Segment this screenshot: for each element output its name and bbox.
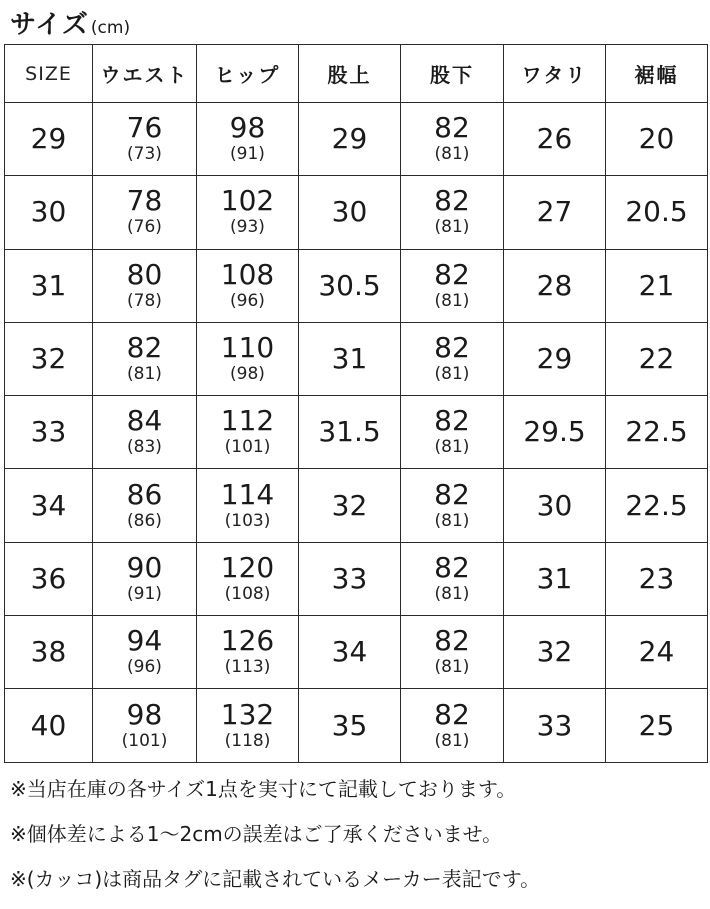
hip-tag-value: (113) [224, 657, 271, 678]
waist-tag-value: (86) [127, 510, 162, 531]
cell-hip [197, 396, 299, 469]
inseam-tag-value: (81) [434, 364, 470, 385]
cell-hip [197, 249, 299, 322]
hip-value: 132 [220, 697, 275, 731]
waist-value: 94 [126, 624, 163, 658]
waist-value: 84 [126, 404, 163, 438]
cell-hem: 23 [606, 542, 708, 615]
cell-thigh: 33 [504, 689, 606, 762]
inseam-value: 82 [434, 184, 470, 218]
waist-value: 86 [126, 477, 163, 511]
hip-tag-value: (103) [224, 510, 271, 531]
header-waist: ウエスト [93, 45, 197, 103]
hip-value: 98 [229, 111, 266, 145]
notes-section [10, 770, 710, 905]
page-title [10, 4, 130, 40]
waist-value: 98 [126, 697, 163, 731]
cell-waist [93, 176, 197, 249]
cell-hem: 20.5 [606, 176, 708, 249]
inseam-value: 82 [434, 404, 470, 438]
cell-hip [197, 103, 299, 176]
inseam-tag-value: (81) [434, 583, 470, 604]
inseam-tag-value: (81) [434, 290, 470, 311]
hip-tag-value: (96) [230, 290, 265, 311]
inseam-tag-value: (81) [434, 657, 470, 678]
waist-value: 78 [126, 184, 163, 218]
inseam-tag-value: (81) [434, 730, 470, 751]
cell-waist [93, 469, 197, 542]
title-text: サイズ [10, 10, 89, 40]
header-rise: 股上 [299, 45, 401, 103]
waist-tag-value: (81) [127, 364, 162, 385]
note-tag-size: ※(カッコ)は商品タグに記載されているメーカー表記です。 [10, 867, 541, 891]
inseam-value: 82 [434, 550, 470, 584]
cell-inseam [401, 249, 504, 322]
inseam-tag-value: (81) [434, 217, 470, 238]
cell-size: 38 [5, 616, 93, 689]
cell-rise: 32 [299, 469, 401, 542]
cell-waist [93, 322, 197, 395]
table-row [5, 249, 708, 322]
cell-hem: 25 [606, 689, 708, 762]
waist-tag-value: (96) [127, 657, 162, 678]
hip-tag-value: (118) [224, 730, 271, 751]
table-row [5, 542, 708, 615]
inseam-value: 82 [434, 624, 470, 658]
cell-size: 31 [5, 249, 93, 322]
inseam-value: 82 [434, 697, 470, 731]
table-row [5, 616, 708, 689]
inseam-value: 82 [434, 331, 470, 365]
cell-hem: 21 [606, 249, 708, 322]
note-tolerance: ※個体差による1〜2cmの誤差はご了承くださいませ。 [10, 822, 503, 846]
hip-tag-value: (98) [230, 364, 265, 385]
waist-value: 82 [126, 331, 163, 365]
cell-rise: 31.5 [299, 396, 401, 469]
cell-inseam [401, 322, 504, 395]
cell-thigh: 26 [504, 103, 606, 176]
cell-size: 32 [5, 322, 93, 395]
cell-thigh: 30 [504, 469, 606, 542]
hip-value: 120 [220, 550, 275, 584]
waist-tag-value: (78) [127, 290, 162, 311]
cell-thigh: 29 [504, 322, 606, 395]
cell-thigh: 29.5 [504, 396, 606, 469]
hip-tag-value: (91) [230, 144, 265, 165]
cell-size: 34 [5, 469, 93, 542]
hip-value: 112 [220, 404, 275, 438]
cell-hem: 24 [606, 616, 708, 689]
cell-waist [93, 396, 197, 469]
hip-value: 126 [220, 624, 275, 658]
waist-tag-value: (91) [127, 583, 162, 604]
cell-hip [197, 616, 299, 689]
cell-size: 36 [5, 542, 93, 615]
cell-inseam [401, 616, 504, 689]
cell-waist [93, 249, 197, 322]
waist-tag-value: (101) [121, 730, 168, 751]
waist-tag-value: (76) [127, 217, 162, 238]
cell-hip [197, 469, 299, 542]
table-body [5, 103, 708, 763]
cell-rise: 30 [299, 176, 401, 249]
inseam-value: 82 [434, 477, 470, 511]
cell-thigh: 32 [504, 616, 606, 689]
cell-size: 40 [5, 689, 93, 762]
cell-rise: 33 [299, 542, 401, 615]
cell-inseam [401, 103, 504, 176]
cell-hip [197, 322, 299, 395]
note-measurement: ※当店在庫の各サイズ1点を実寸にて記載しております。 [10, 777, 517, 801]
cell-thigh: 31 [504, 542, 606, 615]
waist-value: 90 [126, 550, 163, 584]
table-row [5, 103, 708, 176]
header-hip: ヒップ [197, 45, 299, 103]
cell-hem: 22.5 [606, 396, 708, 469]
cell-rise: 31 [299, 322, 401, 395]
table-row [5, 396, 708, 469]
cell-waist [93, 542, 197, 615]
cell-size: 33 [5, 396, 93, 469]
cell-inseam [401, 542, 504, 615]
cell-inseam [401, 689, 504, 762]
inseam-tag-value: (81) [434, 437, 470, 458]
inseam-tag-value: (81) [434, 510, 470, 531]
header-row [5, 45, 708, 103]
cell-hem: 22.5 [606, 469, 708, 542]
cell-rise: 34 [299, 616, 401, 689]
cell-thigh: 28 [504, 249, 606, 322]
waist-value: 76 [126, 111, 163, 145]
table-row [5, 322, 708, 395]
cell-hem: 22 [606, 322, 708, 395]
cell-waist [93, 103, 197, 176]
header-thigh: ワタリ [504, 45, 606, 103]
table-row [5, 469, 708, 542]
cell-hem: 20 [606, 103, 708, 176]
cell-waist [93, 689, 197, 762]
cell-waist [93, 616, 197, 689]
hip-value: 108 [220, 257, 275, 291]
hip-tag-value: (101) [224, 437, 271, 458]
header-inseam: 股下 [401, 45, 504, 103]
size-table [4, 44, 708, 763]
inseam-tag-value: (81) [434, 144, 470, 165]
cell-inseam [401, 469, 504, 542]
hip-value: 110 [220, 331, 275, 365]
waist-tag-value: (83) [127, 437, 162, 458]
cell-rise: 30.5 [299, 249, 401, 322]
cell-inseam [401, 396, 504, 469]
cell-size: 30 [5, 176, 93, 249]
cell-hip [197, 689, 299, 762]
cell-size: 29 [5, 103, 93, 176]
cell-hip [197, 176, 299, 249]
title-unit: (cm) [90, 18, 131, 38]
cell-rise: 35 [299, 689, 401, 762]
waist-value: 80 [126, 257, 163, 291]
cell-inseam [401, 176, 504, 249]
table-row [5, 689, 708, 762]
header-size: SIZE [5, 45, 93, 103]
header-hem: 裾幅 [606, 45, 708, 103]
inseam-value: 82 [434, 111, 470, 145]
hip-tag-value: (108) [224, 583, 271, 604]
table-row [5, 176, 708, 249]
cell-thigh: 27 [504, 176, 606, 249]
hip-value: 114 [220, 477, 275, 511]
hip-tag-value: (93) [230, 217, 265, 238]
cell-hip [197, 542, 299, 615]
hip-value: 102 [220, 184, 275, 218]
inseam-value: 82 [434, 257, 470, 291]
cell-rise: 29 [299, 103, 401, 176]
waist-tag-value: (73) [127, 144, 162, 165]
